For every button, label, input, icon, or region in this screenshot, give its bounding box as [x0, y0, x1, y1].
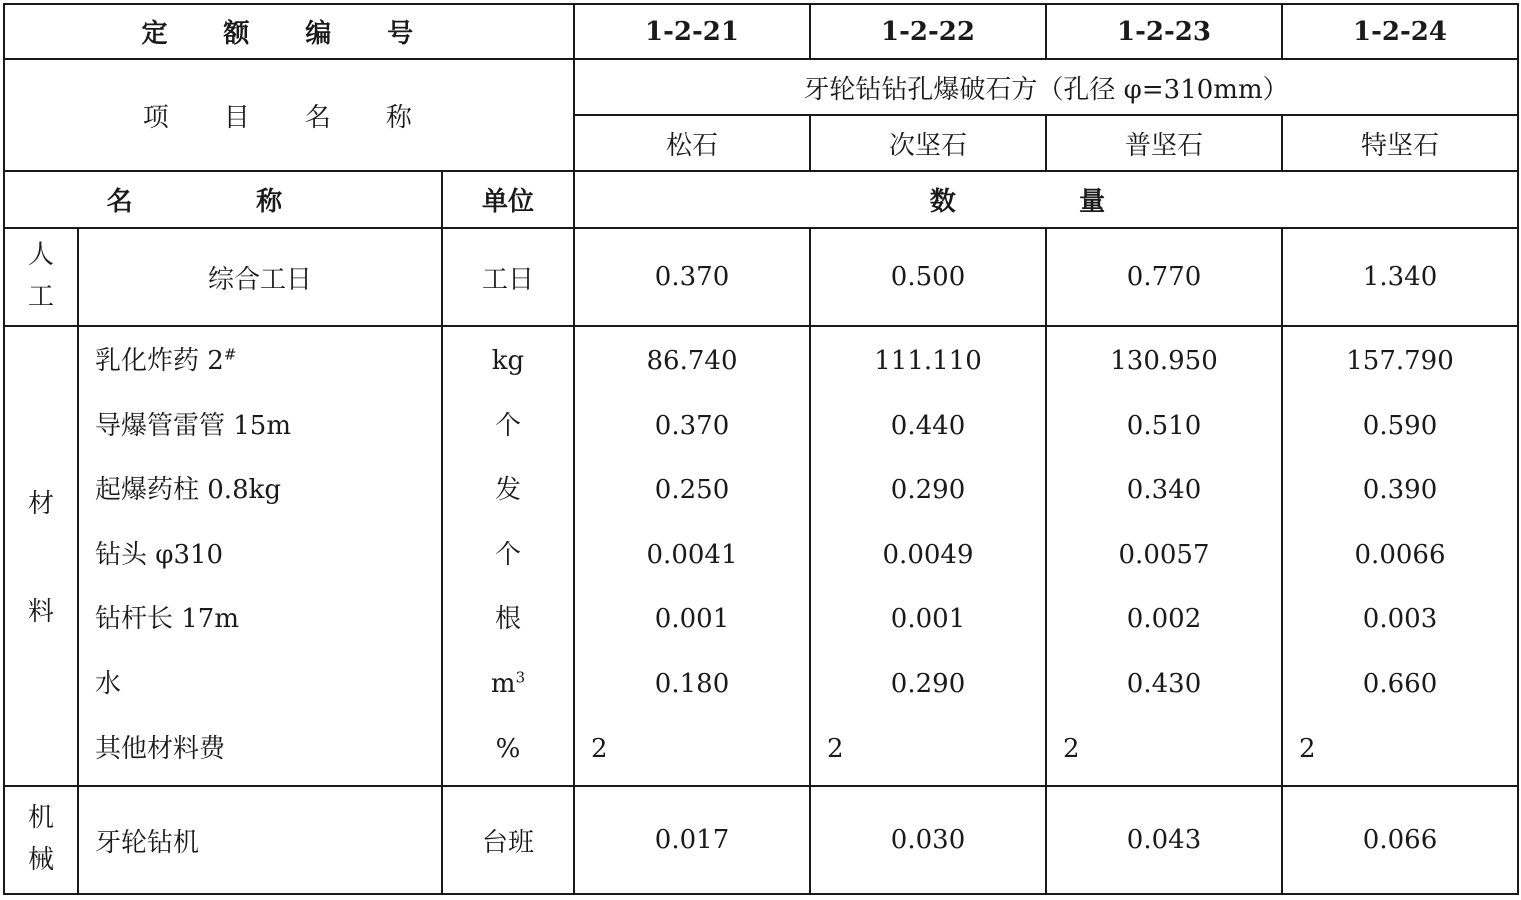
material-units — [442, 326, 574, 786]
labor-name: 综合工日 — [78, 228, 442, 326]
quota-sheet — [3, 3, 1519, 895]
machinery-row — [4, 786, 1518, 894]
rock-type-cijian: 次坚石 — [810, 115, 1046, 171]
materials-category: 材 料 — [4, 326, 78, 786]
material-value: 0.340 — [1126, 475, 1202, 506]
material-value: 111.110 — [874, 346, 982, 376]
material-name: 导爆管雷管 15m — [95, 410, 292, 441]
material-name: 其他材料费 — [95, 733, 226, 764]
item-title: 牙轮钻钻孔爆破石方（孔径 φ=310mm） — [574, 59, 1518, 115]
material-names — [78, 326, 442, 786]
material-value: 0.0066 — [1354, 539, 1446, 570]
material-values-col-1 — [574, 326, 810, 786]
material-value: 0.290 — [890, 475, 966, 506]
material-value: 0.001 — [890, 604, 966, 635]
material-value: 0.003 — [1362, 604, 1438, 635]
material-value: 0.001 — [654, 604, 730, 635]
material-value: 0.180 — [654, 668, 730, 699]
material-value: 2 — [1063, 733, 1080, 764]
material-value: 0.002 — [1126, 604, 1202, 635]
material-name: 乳化炸药 2# — [95, 345, 237, 376]
material-unit: 发 — [495, 475, 522, 506]
quota-table — [3, 3, 1519, 895]
labor-category: 人 工 — [4, 228, 78, 326]
material-value: 0.250 — [654, 475, 730, 506]
material-value: 0.0057 — [1118, 539, 1210, 570]
material-value: 0.370 — [654, 410, 730, 441]
material-value: 0.0041 — [646, 539, 738, 570]
material-value: 0.390 — [1362, 475, 1438, 506]
column-header-row — [4, 171, 1518, 228]
code-label: 定 额 编 号 — [4, 4, 574, 59]
material-value: 2 — [591, 733, 608, 764]
rock-type-song: 松石 — [574, 115, 810, 171]
code-1-2-22: 1-2-22 — [810, 4, 1046, 59]
material-value: 0.440 — [890, 410, 966, 441]
code-row — [4, 4, 1518, 59]
material-name: 钻杆长 17m — [95, 604, 240, 635]
qty-label: 数 量 — [574, 171, 1518, 228]
rock-type-tejian: 特坚石 — [1282, 115, 1518, 171]
material-unit: $m^3$ — [490, 668, 526, 699]
material-unit: 个 — [495, 539, 522, 570]
rock-type-pujian: 普坚石 — [1046, 115, 1282, 171]
material-values-col-2 — [810, 326, 1046, 786]
unit-label: 单位 — [442, 171, 574, 228]
machinery-value: 0.043 — [1046, 786, 1282, 894]
material-unit: % — [495, 733, 521, 764]
item-label: 项 目 名 称 — [4, 59, 574, 171]
name-label: 名 称 — [4, 171, 442, 228]
material-value: 0.0049 — [882, 539, 974, 570]
material-value: 2 — [827, 733, 844, 764]
labor-value: 0.370 — [574, 228, 810, 326]
material-value: 130.950 — [1110, 346, 1218, 376]
material-values-col-3 — [1046, 326, 1282, 786]
material-name: 水 — [95, 668, 122, 699]
material-unit: 个 — [495, 410, 522, 441]
code-1-2-24: 1-2-24 — [1282, 4, 1518, 59]
material-name: 钻头 φ310 — [95, 539, 224, 570]
machinery-value: 0.017 — [574, 786, 810, 894]
item-title-row — [4, 59, 1518, 115]
labor-unit: 工日 — [442, 228, 574, 326]
machinery-value: 0.066 — [1282, 786, 1518, 894]
material-value: 0.290 — [890, 668, 966, 699]
material-values-col-4 — [1282, 326, 1518, 786]
labor-value: 0.500 — [810, 228, 1046, 326]
material-unit: 根 — [495, 604, 522, 635]
material-value: 0.590 — [1362, 410, 1438, 441]
labor-row — [4, 228, 1518, 326]
material-value: 0.430 — [1126, 668, 1202, 699]
material-value: 157.790 — [1346, 346, 1454, 376]
material-value: 0.660 — [1362, 668, 1438, 699]
material-value: 0.510 — [1126, 410, 1202, 441]
materials-row — [4, 326, 1518, 786]
machinery-value: 0.030 — [810, 786, 1046, 894]
material-value: 86.740 — [646, 346, 738, 376]
material-value: 2 — [1299, 733, 1316, 764]
material-unit: kg — [491, 346, 525, 376]
machinery-name: 牙轮钻机 — [78, 786, 442, 894]
code-1-2-21: 1-2-21 — [574, 4, 810, 59]
code-1-2-23: 1-2-23 — [1046, 4, 1282, 59]
machinery-category: 机 械 — [4, 786, 78, 894]
machinery-unit: 台班 — [442, 786, 574, 894]
material-name: 起爆药柱 0.8kg — [95, 475, 282, 506]
labor-value: 0.770 — [1046, 228, 1282, 326]
labor-value: 1.340 — [1282, 228, 1518, 326]
